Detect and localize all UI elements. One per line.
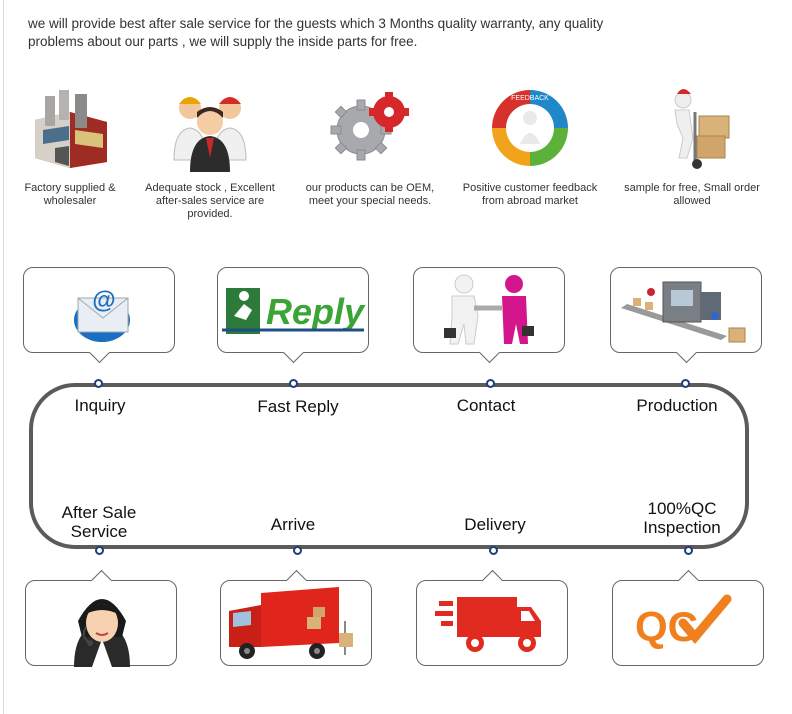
feature-caption: Adequate stock , Excellent after-sales service are provided. bbox=[145, 182, 275, 220]
step-label-fast-reply: Fast Reply bbox=[257, 397, 339, 416]
contact-bubble bbox=[413, 267, 565, 353]
reply-logo-text: Reply bbox=[266, 291, 365, 332]
feature-caption: our products can be OEM, meet your special needs. bbox=[305, 182, 435, 207]
feature-caption: sample for free, Small order allowed bbox=[624, 182, 760, 207]
production-line-icon bbox=[611, 268, 763, 354]
step-label-line: After Sale bbox=[61, 503, 137, 522]
step-label-inquiry: Inquiry bbox=[74, 396, 126, 415]
inquiry-bubble bbox=[23, 267, 175, 353]
feature-sample bbox=[622, 82, 762, 208]
step-dot bbox=[684, 546, 693, 555]
feature-feedback bbox=[460, 82, 600, 208]
intro-line-2: problems about our parts , we will supply the inside parts for free. bbox=[28, 34, 418, 49]
feature-factory bbox=[0, 82, 140, 208]
step-label-qc-inspection bbox=[627, 499, 737, 537]
step-dot bbox=[95, 546, 104, 555]
delivery-truck-icon bbox=[221, 581, 373, 667]
qc-bubble bbox=[612, 580, 764, 666]
step-label-line: 100%QC bbox=[647, 499, 717, 518]
production-bubble bbox=[610, 267, 762, 353]
feature-caption: Positive customer feedback from abroad market bbox=[462, 182, 598, 207]
feature-caption: Factory supplied & wholesaler bbox=[24, 182, 116, 207]
hand-truck-icon bbox=[647, 82, 737, 174]
after-sale-bubble bbox=[25, 580, 177, 666]
factory-icon bbox=[25, 82, 115, 174]
step-label-contact: Contact bbox=[456, 396, 516, 415]
step-dot bbox=[489, 546, 498, 555]
support-agent-icon bbox=[26, 581, 178, 667]
staff-team-icon bbox=[160, 82, 260, 174]
feature-oem bbox=[300, 82, 440, 208]
step-label-after-sale-service bbox=[44, 503, 154, 541]
arrive-bubble bbox=[220, 580, 372, 666]
step-label-production: Production bbox=[636, 396, 718, 415]
qc-check-icon bbox=[613, 581, 765, 667]
step-label-arrive: Arrive bbox=[270, 515, 316, 534]
fast-reply-bubble bbox=[217, 267, 369, 353]
step-label-delivery: Delivery bbox=[464, 515, 526, 534]
step-label-line: Service bbox=[70, 522, 128, 541]
step-dot bbox=[94, 379, 103, 388]
gears-icon bbox=[325, 82, 415, 174]
reply-logo-icon bbox=[218, 268, 370, 354]
feature-staff bbox=[140, 82, 280, 221]
intro-text bbox=[28, 15, 708, 51]
feedback-ring-icon bbox=[484, 82, 576, 174]
qc-logo-text: QC bbox=[635, 603, 698, 650]
svg-text:@: @ bbox=[92, 287, 116, 314]
step-dot bbox=[681, 379, 690, 388]
delivery-bubble bbox=[416, 580, 568, 666]
fast-truck-icon bbox=[417, 581, 569, 667]
step-dot bbox=[293, 546, 302, 555]
handshake-icon bbox=[414, 268, 566, 354]
step-dot bbox=[289, 379, 298, 388]
email-icon bbox=[24, 268, 176, 354]
step-dot bbox=[486, 379, 495, 388]
intro-line-1: we will provide best after sale service for the guests which 3 Months quality warranty, any quality bbox=[28, 16, 604, 31]
step-label-line: Inspection bbox=[643, 518, 721, 537]
feedback-ring-label: FEEDBACK bbox=[511, 95, 549, 102]
